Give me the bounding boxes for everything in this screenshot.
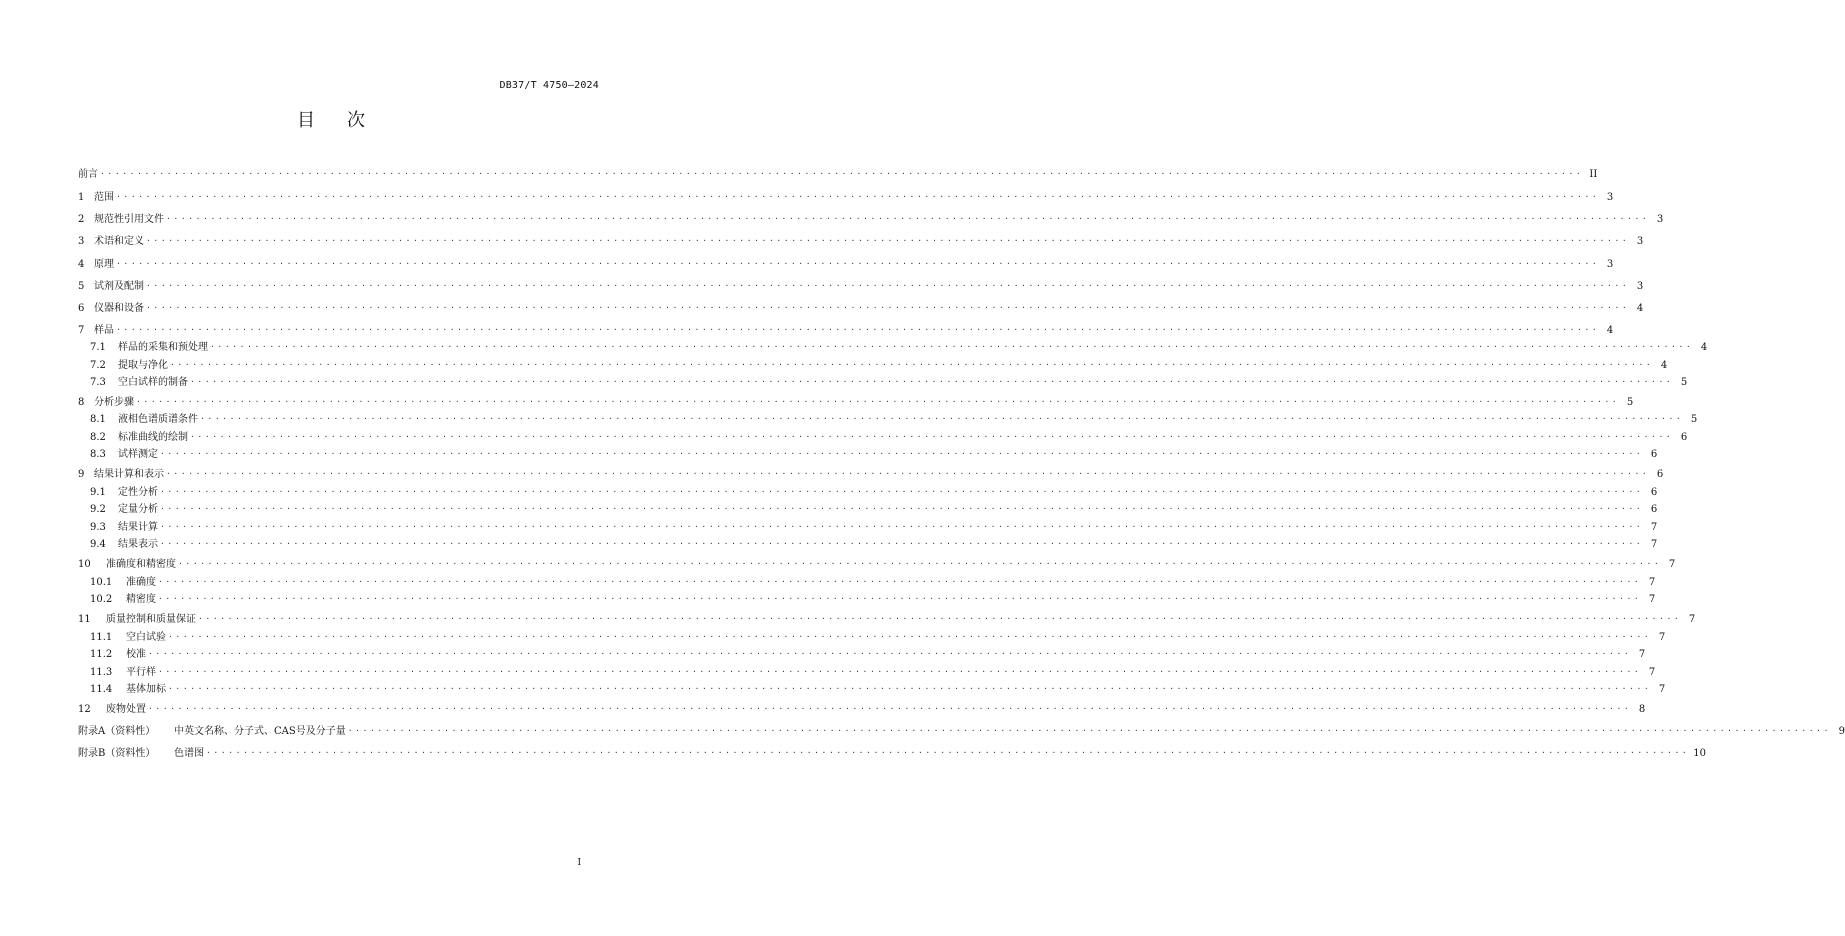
- toc-entry-page: 8: [1638, 704, 1646, 715]
- toc-entry-title: 分析步骤: [94, 397, 134, 408]
- toc-entry-page: 10: [1693, 748, 1707, 759]
- toc-entry-number: 11.3: [90, 667, 113, 678]
- toc-entry-title: 试剂及配制: [94, 281, 144, 292]
- toc-entry[interactable]: [90, 575, 1656, 590]
- toc-entry-page: 7: [1648, 594, 1656, 605]
- toc-entry-page: 3: [1636, 236, 1644, 247]
- toc-entry-title: 结果表示: [118, 539, 158, 550]
- toc-entry[interactable]: [90, 375, 1688, 390]
- toc-leader-dots: ........................................................................................................................................................................................................: [148, 647, 1632, 656]
- toc-leader-dots: ........................................................................................................................................................................................................: [158, 592, 1642, 601]
- toc-entry-number: 11.2: [90, 649, 113, 660]
- toc-entry[interactable]: [90, 682, 1666, 697]
- page-title: 目次: [297, 110, 397, 131]
- toc-leader-dots: ........................................................................................................................................................................................................: [148, 702, 1632, 711]
- toc-leader-dots: ........................................................................................................................................................................................................: [160, 502, 1644, 511]
- toc-entry[interactable]: [78, 167, 1598, 182]
- toc-entry-number: 4: [78, 259, 85, 270]
- toc-entry-number: 11: [78, 614, 91, 625]
- toc-entry-number: 9: [78, 469, 85, 480]
- toc-entry[interactable]: [78, 724, 1845, 739]
- toc-entry-number: 3: [78, 236, 85, 247]
- toc-entry-title: 定性分析: [118, 487, 158, 498]
- toc-leader-dots: ........................................................................................................................................................................................................: [160, 447, 1644, 456]
- toc-leader-dots: ........................................................................................................................................................................................................: [116, 323, 1600, 332]
- toc-entry-number: 1: [78, 192, 85, 203]
- toc-leader-dots: ........................................................................................................................................................................................................: [160, 485, 1644, 494]
- toc-entry-page: 7: [1688, 614, 1696, 625]
- toc-entry-page: 6: [1650, 449, 1658, 460]
- toc-entry-number: 附录A（资料性）: [78, 726, 156, 737]
- toc-entry-title: 基体加标: [126, 684, 166, 695]
- toc-entry-page: 7: [1638, 649, 1646, 660]
- toc-entry-number: 8.3: [90, 449, 106, 460]
- toc-leader-dots: ........................................................................................................................................................................................................: [116, 257, 1600, 266]
- toc-entry[interactable]: [90, 502, 1658, 517]
- toc-entry-title: 结果计算和表示: [94, 469, 164, 480]
- toc-entry-page: 4: [1700, 342, 1708, 353]
- toc-entry-page: 7: [1658, 684, 1666, 695]
- toc-entry-number: 11.4: [90, 684, 113, 695]
- toc-entry-title: 准确度和精密度: [106, 559, 176, 570]
- toc-entry[interactable]: [78, 212, 1664, 227]
- toc-entry-number: 7.2: [90, 360, 106, 371]
- toc-entry-title: 提取与净化: [118, 360, 168, 371]
- toc-entry-page: 3: [1606, 192, 1614, 203]
- toc-entry-number: 7: [78, 325, 85, 336]
- toc-entry-page: 7: [1650, 539, 1658, 550]
- toc-entry-number: 附录B（资料性）: [78, 748, 156, 759]
- toc-leader-dots: ........................................................................................................................................................................................................: [170, 358, 1654, 367]
- toc-leader-dots: ........................................................................................................................................................................................................: [190, 375, 1674, 384]
- toc-entry[interactable]: [90, 592, 1656, 607]
- toc-entry-number: 9.2: [90, 504, 106, 515]
- toc-leader-dots: ........................................................................................................................................................................................................: [158, 575, 1642, 584]
- toc-entry-page: 6: [1680, 432, 1688, 443]
- toc-leader-dots: ........................................................................................................................................................................................................: [116, 190, 1600, 199]
- toc-entry-title: 空白试验: [126, 632, 166, 643]
- toc-entry-number: 9.4: [90, 539, 106, 550]
- toc-entry-title: 中英文名称、分子式、CAS号及分子量: [174, 726, 346, 737]
- toc-leader-dots: ........................................................................................................................................................................................................: [160, 520, 1644, 529]
- toc-entry-page: 9: [1838, 726, 1845, 737]
- toc-entry-page: 7: [1648, 667, 1656, 678]
- toc-entry-number: 9.3: [90, 522, 106, 533]
- toc-leader-dots: ........................................................................................................................................................................................................: [168, 682, 1652, 691]
- toc-entry-title: 定量分析: [118, 504, 158, 515]
- toc-leader-dots: ........................................................................................................................................................................................................: [166, 212, 1650, 221]
- toc-entry-page: 4: [1606, 325, 1614, 336]
- toc-entry-page: 6: [1656, 469, 1664, 480]
- toc-entry-title: 废物处置: [106, 704, 146, 715]
- toc-leader-dots: ........................................................................................................................................................................................................: [178, 557, 1662, 566]
- toc-entry-title: 术语和定义: [94, 236, 144, 247]
- toc-leader-dots: ........................................................................................................................................................................................................: [160, 537, 1644, 546]
- toc-entry-page: 3: [1606, 259, 1614, 270]
- toc-entry-number: 10.2: [90, 594, 113, 605]
- toc-leader-dots: ........................................................................................................................................................................................................: [347, 724, 1832, 733]
- toc-entry-page: 7: [1648, 577, 1656, 588]
- toc-entry-page: 4: [1660, 360, 1668, 371]
- toc-entry[interactable]: [78, 702, 1646, 717]
- toc-entry-title: 原理: [94, 259, 114, 270]
- toc-entry[interactable]: [90, 665, 1656, 680]
- toc-entry-page: 7: [1658, 632, 1666, 643]
- toc-entry[interactable]: [90, 630, 1666, 645]
- toc-entry[interactable]: [78, 279, 1644, 294]
- toc-entry-number: 11.1: [90, 632, 113, 643]
- toc-leader-dots: ........................................................................................................................................................................................................: [190, 430, 1674, 439]
- toc-entry-number: 6: [78, 303, 85, 314]
- toc-entry-page: 6: [1650, 487, 1658, 498]
- toc-entry-number: 2: [78, 214, 85, 225]
- toc-entry[interactable]: [78, 257, 1614, 272]
- toc-entry[interactable]: [90, 340, 1708, 355]
- toc-entry-number: 8.1: [90, 414, 106, 425]
- toc-entry-title: 校准: [126, 649, 146, 660]
- toc-entry-page: II: [1589, 169, 1598, 180]
- toc-entry[interactable]: [90, 520, 1658, 535]
- toc-leader-dots: ........................................................................................................................................................................................................: [200, 412, 1684, 421]
- toc-entry-title: 前言: [78, 169, 98, 180]
- toc-entry-title: 范围: [94, 192, 114, 203]
- toc-entry-title: 样品: [94, 325, 114, 336]
- toc-entry-title: 准确度: [126, 577, 156, 588]
- toc-leader-dots: ........................................................................................................................................................................................................: [198, 612, 1682, 621]
- toc-entry[interactable]: [90, 447, 1658, 462]
- toc-entry-title: 结果计算: [118, 522, 158, 533]
- toc-entry[interactable]: [78, 395, 1634, 410]
- toc-entry-page: 4: [1636, 303, 1644, 314]
- toc-entry[interactable]: [90, 485, 1658, 500]
- toc-entry-title: 色谱图: [174, 748, 204, 759]
- toc-entry-number: 5: [78, 281, 85, 292]
- toc-entry-title: 规范性引用文件: [94, 214, 164, 225]
- toc-entry-title: 试样测定: [118, 449, 158, 460]
- toc-entry-page: 3: [1656, 214, 1664, 225]
- toc-entry-title: 质量控制和质量保证: [106, 614, 196, 625]
- toc-leader-dots: ........................................................................................................................................................................................................: [136, 395, 1620, 404]
- toc-entry-page: 5: [1626, 397, 1634, 408]
- toc-entry[interactable]: [78, 746, 1707, 761]
- page-number: I: [577, 858, 581, 868]
- toc-entry-title: 仪器和设备: [94, 303, 144, 314]
- toc-entry-page: 3: [1636, 281, 1644, 292]
- toc-entry[interactable]: [78, 301, 1644, 316]
- toc-entry[interactable]: [90, 430, 1688, 445]
- toc-entry-number: 7.3: [90, 377, 106, 388]
- toc-entry-page: 7: [1650, 522, 1658, 533]
- toc-leader-dots: ........................................................................................................................................................................................................: [146, 301, 1630, 310]
- toc-leader-dots: ........................................................................................................................................................................................................: [210, 340, 1694, 349]
- toc-entry-number: 9.1: [90, 487, 106, 498]
- toc-leader-dots: ........................................................................................................................................................................................................: [206, 746, 1690, 755]
- toc-leader-dots: ........................................................................................................................................................................................................: [168, 630, 1652, 639]
- toc-entry-number: 8: [78, 397, 85, 408]
- toc-entry[interactable]: [78, 323, 1614, 338]
- toc-entry-number: 10.1: [90, 577, 113, 588]
- toc-entry[interactable]: [78, 557, 1676, 572]
- toc-entry-title: 样品的采集和预处理: [118, 342, 208, 353]
- toc-leader-dots: ........................................................................................................................................................................................................: [166, 467, 1650, 476]
- toc-entry[interactable]: [78, 467, 1664, 482]
- toc-entry-title: 标准曲线的绘制: [118, 432, 188, 443]
- toc-entry-number: 8.2: [90, 432, 106, 443]
- toc-entry[interactable]: [90, 647, 1646, 662]
- toc-entry-number: 10: [78, 559, 91, 570]
- toc-leader-dots: ........................................................................................................................................................................................................: [100, 167, 1584, 176]
- toc-entry[interactable]: [90, 537, 1658, 552]
- toc-leader-dots: ........................................................................................................................................................................................................: [146, 279, 1630, 288]
- toc-entry-number: 12: [78, 704, 91, 715]
- toc-entry-page: 5: [1680, 377, 1688, 388]
- toc-entry[interactable]: [78, 234, 1644, 249]
- toc-entry[interactable]: [90, 358, 1668, 373]
- toc-entry-number: 7.1: [90, 342, 106, 353]
- toc-leader-dots: ........................................................................................................................................................................................................: [158, 665, 1642, 674]
- toc-entry-page: 5: [1690, 414, 1698, 425]
- toc-entry-title: 精密度: [126, 594, 156, 605]
- toc-entry-page: 7: [1668, 559, 1676, 570]
- toc-entry[interactable]: [90, 412, 1698, 427]
- toc-leader-dots: ........................................................................................................................................................................................................: [146, 234, 1630, 243]
- document-code: DB37/T 4750—2024: [499, 80, 599, 91]
- toc-entry[interactable]: [78, 190, 1614, 205]
- toc-entry-title: 空白试样的制备: [118, 377, 188, 388]
- toc-entry-title: 平行样: [126, 667, 156, 678]
- toc-entry-title: 液相色谱质谱条件: [118, 414, 198, 425]
- toc-entry[interactable]: [78, 612, 1696, 627]
- toc-entry-page: 6: [1650, 504, 1658, 515]
